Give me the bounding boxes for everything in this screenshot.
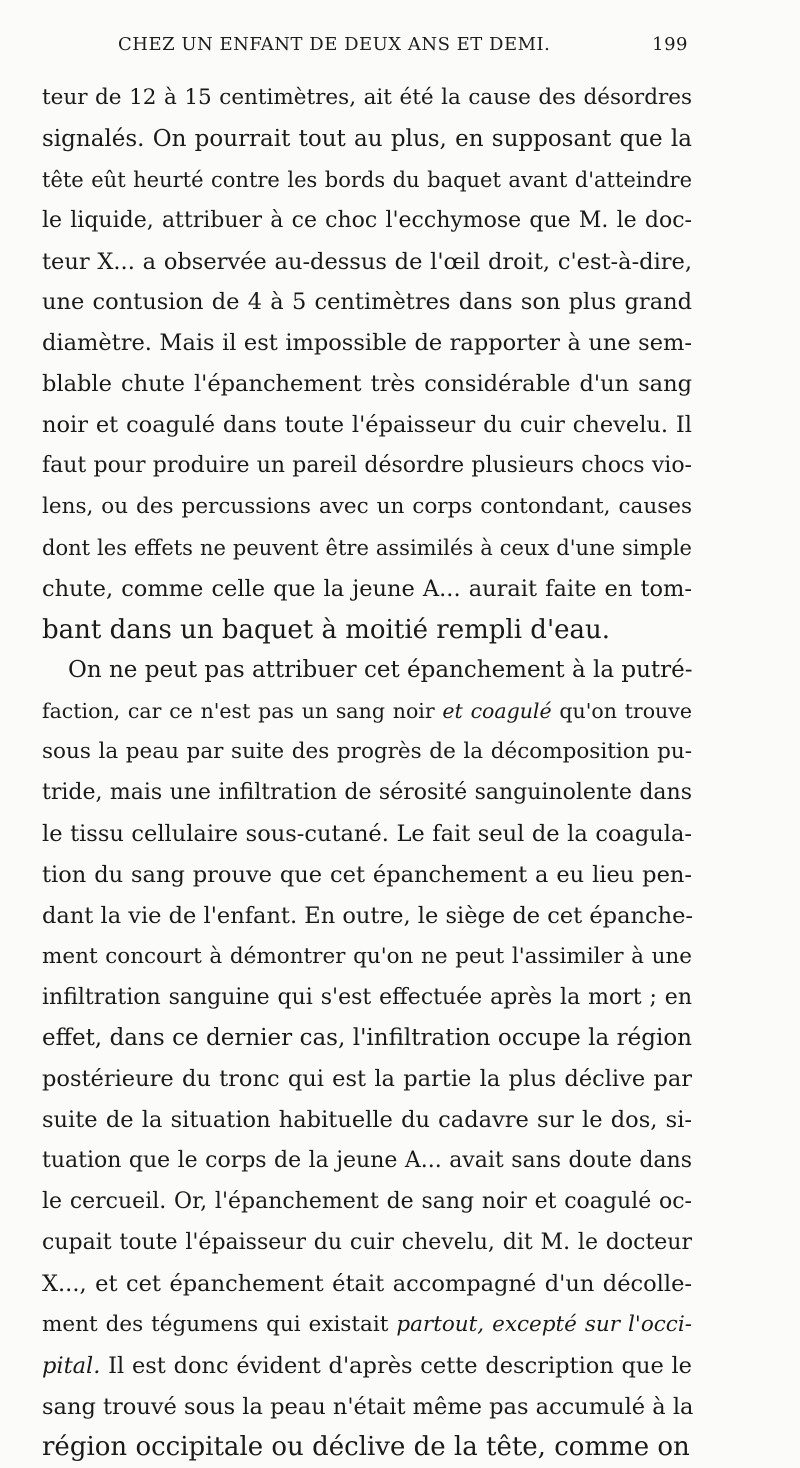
text-line: [42, 1100, 692, 1141]
text-line: [42, 814, 692, 855]
italic-segment: pital.: [42, 1352, 101, 1379]
text-segment: On ne peut pas attribuer cet épanchement à la putré-: [68, 657, 693, 684]
text-segment: blable chute l'épanchement très considérable d'un sang: [42, 371, 692, 398]
text-segment: effet, dans ce dernier cas, l'infiltration occupe la région: [42, 1025, 692, 1052]
running-header: [118, 34, 688, 55]
text-line: [42, 937, 692, 978]
text-line: [42, 610, 692, 651]
text-line: [42, 691, 692, 732]
text-line: [42, 323, 692, 364]
text-line: [42, 201, 692, 242]
text-segment: postérieure du tronc qui est la partie la plus déclive par: [42, 1066, 692, 1093]
text-segment: noir et coagulé dans toute l'épaisseur du cuir chevelu. Il: [42, 412, 692, 439]
text-line: [42, 1387, 692, 1428]
text-segment: teur de 12 à 15 centimètres, ait été la cause des désordres: [42, 85, 692, 110]
text-segment: signalés. On pourrait tout au plus, en supposant que la: [42, 125, 692, 152]
text-segment: tuation que le corps de la jeune A... avait sans doute dans: [42, 1148, 692, 1174]
text-line: [42, 773, 692, 814]
text-line: [42, 978, 692, 1019]
text-line: [42, 282, 692, 323]
text-segment: sang trouvé sous la peau n'était même pas accumulé à la: [42, 1393, 694, 1420]
italic-segment: et coagulé: [442, 699, 552, 724]
text-segment: le cercueil. Or, l'épanchement de sang noir et coagulé oc-: [42, 1189, 692, 1215]
text-segment: tride, mais une infiltration de sérosité sanguinolente dans: [42, 780, 692, 806]
text-line: [42, 1346, 692, 1387]
text-line: [42, 364, 692, 405]
text-line: [42, 78, 692, 119]
text-line: [42, 1427, 692, 1468]
text-line: [42, 1059, 692, 1100]
text-segment: dont les effets ne peuvent être assimilés à ceux d'une simple: [42, 535, 692, 560]
text-segment: lens, ou des percussions avec un corps contondant, causes: [42, 493, 692, 519]
italic-segment: partout, excepté sur l'occi-: [396, 1311, 692, 1337]
text-segment: tion du sang prouve que cet épanchement a eu lieu pen-: [42, 861, 692, 888]
running-title: CHEZ UN ENFANT DE DEUX ANS ET DEMI.: [118, 34, 551, 55]
body-text: [42, 78, 692, 1468]
text-segment: infiltration sanguine qui s'est effectuée après la mort ; en: [42, 984, 692, 1010]
text-line: [42, 569, 692, 610]
text-line: [42, 1223, 692, 1264]
text-segment: qu'on trouve: [551, 699, 692, 724]
text-segment: tête eût heurté contre les bords du baquet avant d'atteindre: [42, 167, 692, 192]
text-line: [42, 732, 692, 773]
text-line: [42, 119, 692, 160]
text-line: [42, 1264, 692, 1305]
text-segment: le tissu cellulaire sous-cutané. Le fait seul de la coagula-: [42, 821, 692, 848]
text-line: [42, 160, 692, 201]
text-segment: ment des tégumens qui existait: [42, 1311, 397, 1337]
text-line: [42, 446, 692, 487]
text-segment: X..., et cet épanchement était accompagné d'un décolle-: [42, 1270, 692, 1297]
text-line: [42, 1182, 692, 1223]
text-line: [42, 650, 692, 691]
text-segment: chute, comme celle que la jeune A... aurait faite en tom-: [42, 575, 692, 602]
text-segment: dant la vie de l'enfant. En outre, le siège de cet épanche-: [42, 902, 694, 929]
text-line: [42, 1305, 692, 1346]
text-segment: faction, car ce n'est pas un sang noir: [42, 699, 443, 724]
text-segment: teur X... a observée au-dessus de l'œil droit, c'est-à-dire,: [42, 248, 692, 275]
text-line: [42, 528, 692, 569]
text-segment: bant dans un baquet à moitié rempli d'eau.: [42, 614, 610, 645]
text-segment: faut pour produire un pareil désordre plusieurs chocs vio-: [42, 453, 692, 479]
text-segment: cupait toute l'épaisseur du cuir chevelu, dit M. le docteur: [42, 1229, 692, 1255]
text-line: [42, 1018, 692, 1059]
text-line: [42, 855, 692, 896]
text-segment: Il est donc évident d'après cette description que le: [100, 1352, 692, 1379]
text-segment: sous la peau par suite des progrès de la décomposition pu-: [42, 739, 692, 765]
text-line: [42, 896, 692, 937]
text-segment: suite de la situation habituelle du cadavre sur le dos, si-: [42, 1107, 692, 1134]
text-segment: région occipitale ou déclive de la tête, comme on: [42, 1432, 690, 1463]
text-segment: une contusion de 4 à 5 centimètres dans son plus grand: [42, 289, 692, 316]
text-segment: diamètre. Mais il est impossible de rapporter à une sem-: [42, 330, 692, 357]
text-line: [42, 1141, 692, 1182]
text-segment: le liquide, attribuer à ce choc l'ecchymose que M. le doc-: [42, 207, 692, 233]
text-line: [42, 487, 692, 528]
text-line: [42, 405, 692, 446]
text-segment: ment concourt à démontrer qu'on ne peut l'assimiler à une: [42, 943, 692, 969]
text-line: [42, 242, 692, 283]
page-number: 199: [652, 34, 688, 55]
